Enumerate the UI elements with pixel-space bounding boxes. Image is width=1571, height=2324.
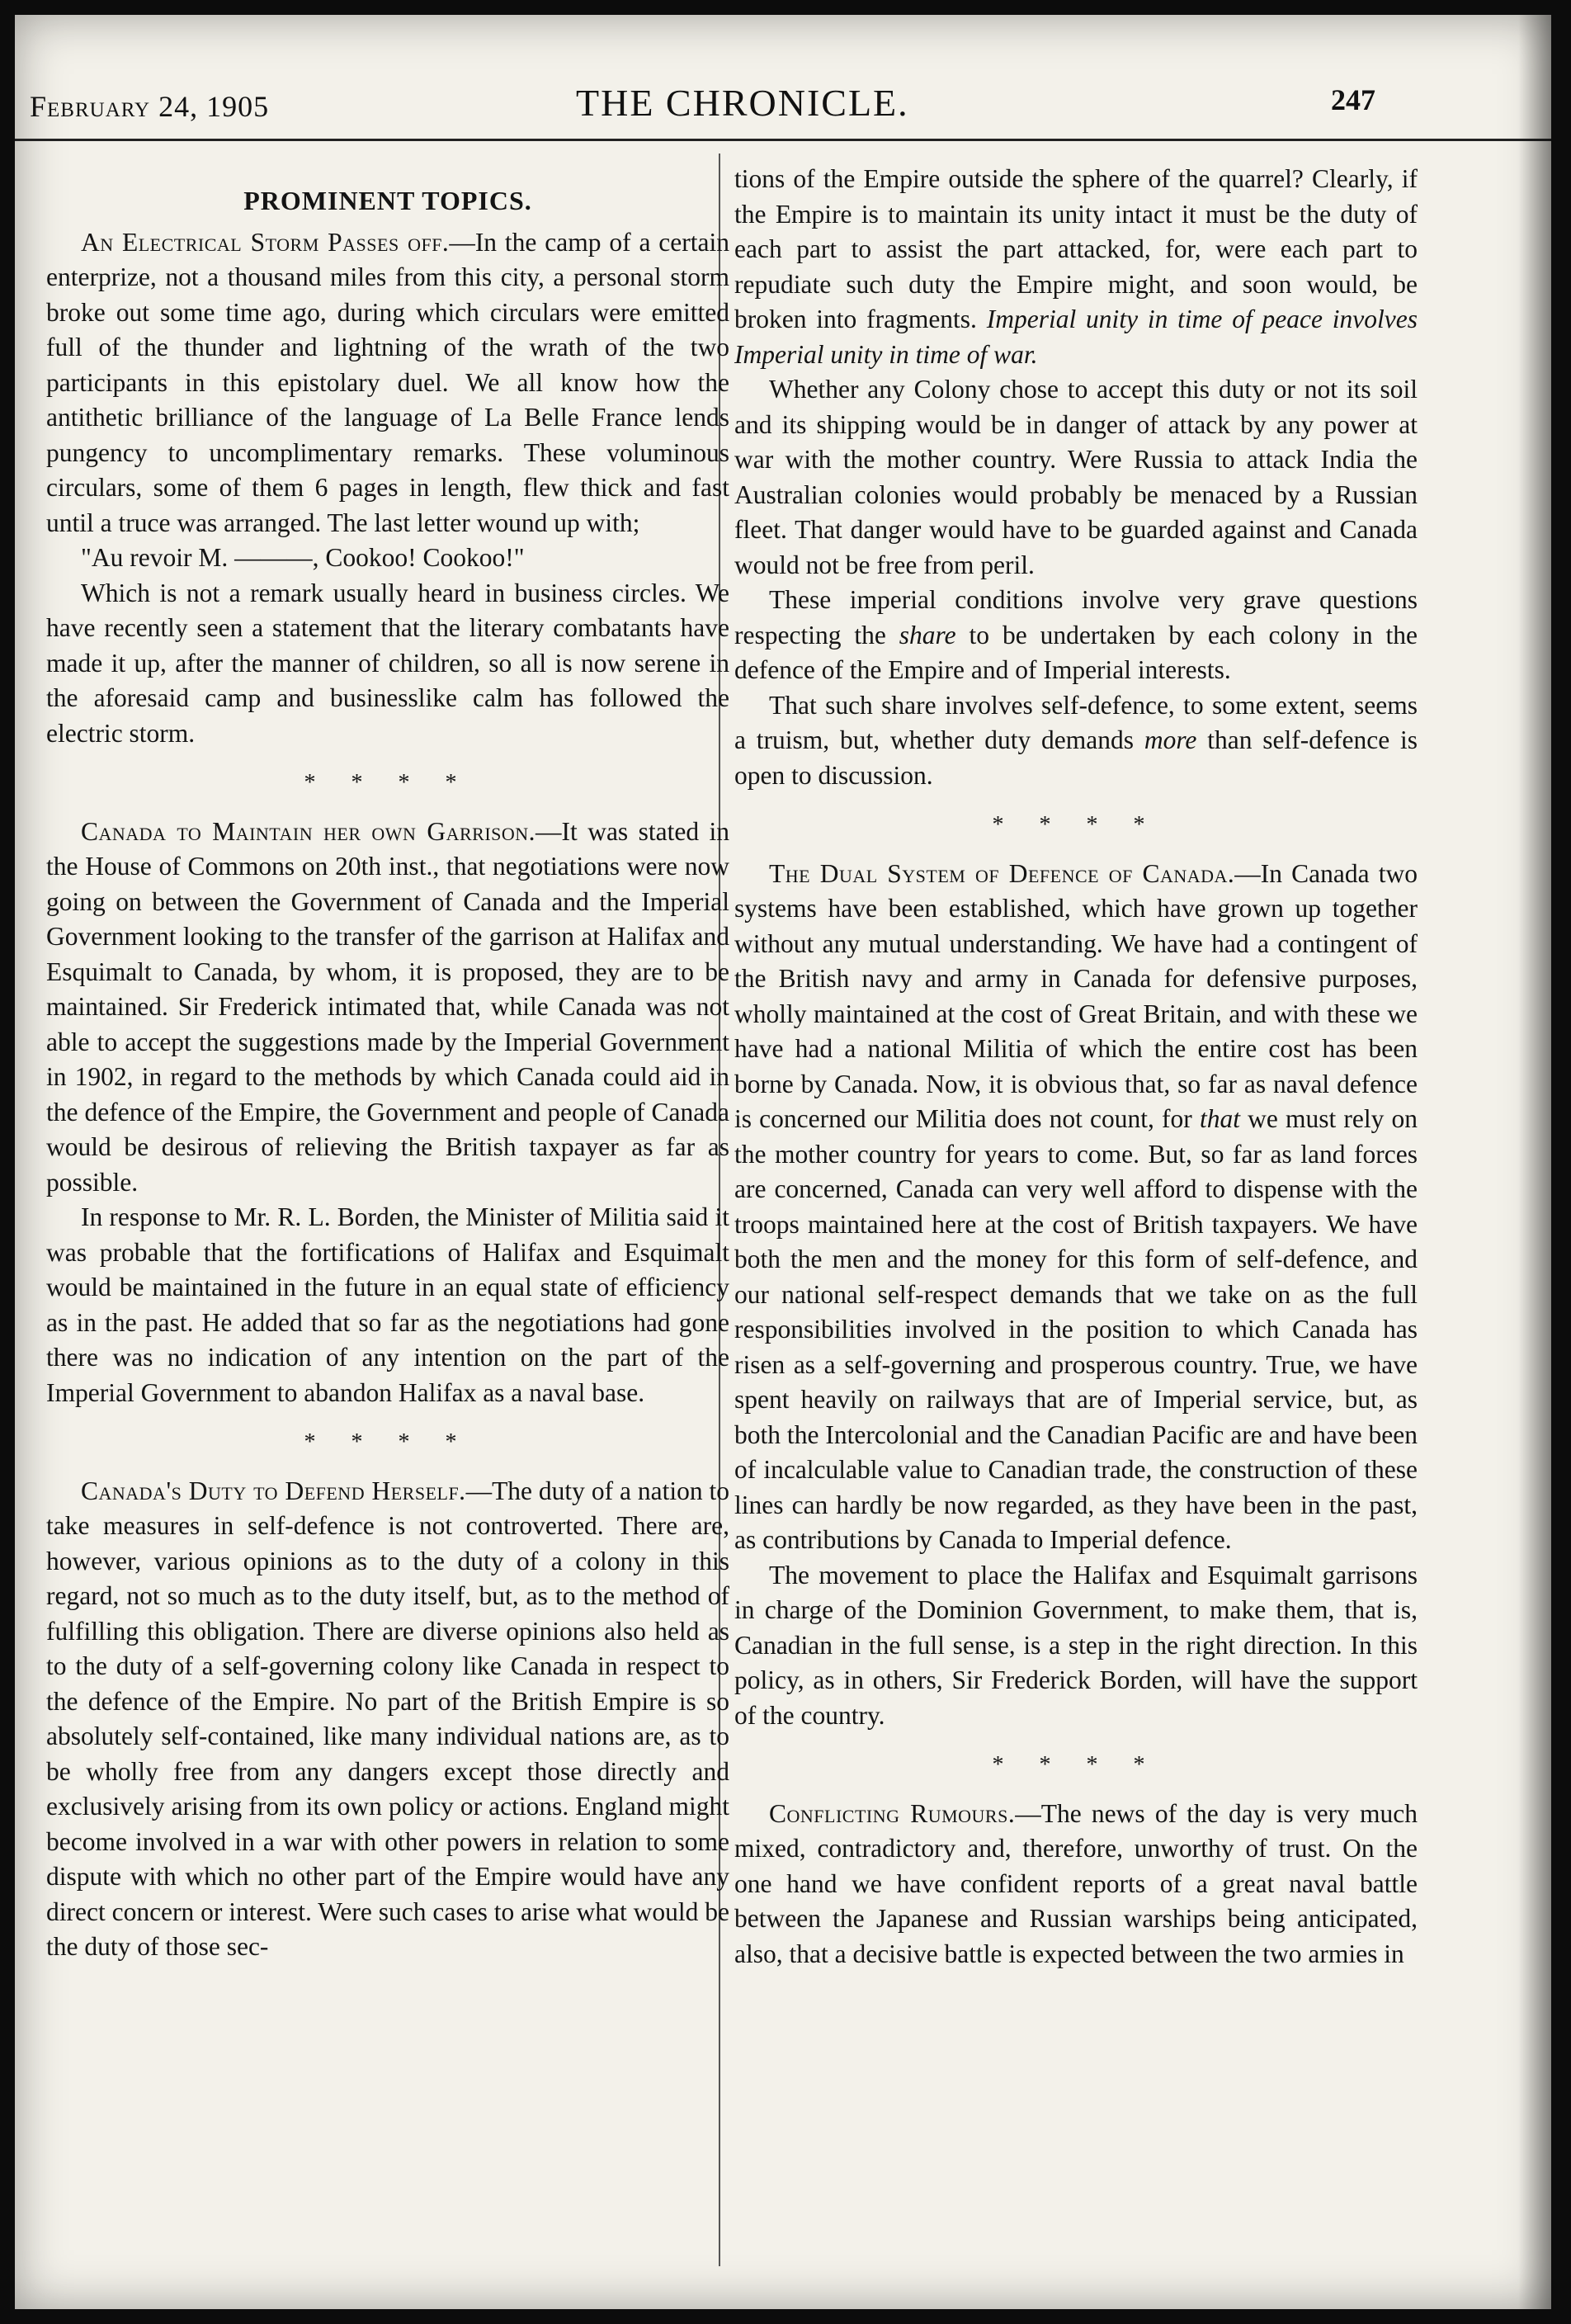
section-separator: * * * * [992,1752,1160,1778]
section-separator: * * * * [304,1429,472,1455]
article-text: —The duty of a nation to take measures in self-defence is not controverted. There are, however, various opinions as to the duty of a colony in this regard, not so much as to the duty itself, but, as to the method of fulfilling this obligation. There are diverse opinions also held as to the duty of a self-governing colony like Canada in respect to the defence of the Empire. No part of the British Empire is so absolutely self-contained, like many individual nations are, as to be wholly free from any dangers except those directly and exclusively arising from its own policy or actions. England might become involved in a war with other powers in relation to some dispute with which no other part of the Empire would have any direct concern or interest. Were such cases to arise what would be the duty of those sec- [46,1476,729,1961]
article-text: —In the camp of a certain enterprize, not a thousand miles from this city, a personal storm broke out some time ago, during which circulars were emitted full of the thunder and lightning of the wrath of the two participants in this epistolary duel. We all know how the antithetic brilliance of the language of La Belle France lends pungency to uncomplimentary remarks. These voluminous circulars, some of them 6 pages in length, flew thick and fast until a truce was arranged. The last letter wound up with; [46,227,729,537]
article-text: tions of the Empire outside the sphere of the quarrel? Clearly, if the Empire is to maintain its unity intact it must be the duty of each part to assist the part attacked, for, were each part to repudiate such duty the Empire might, and soon would, be broken into fragments. [734,164,1418,333]
article-dual-system [734,857,1418,1558]
right-column [734,162,1418,1972]
article-paragraph [734,688,1418,794]
article-garrison [46,815,729,1201]
article-paragraph: Which is not a remark usually heard in business circles. We have recently seen a statement that the literary combatants have made it up, after the manner of children, so all is now serene in the aforesaid camp and businesslike calm has followed the electric storm. [46,578,729,748]
article-electrical-storm [46,225,729,541]
article-text: —The news of the day is very much mixed, contradictory and, therefore, unworthy of trust. On the one hand we have confident reports of a great naval battle between the Japanese and Russian warships being anticipated, also, that a decisive battle is expected between the two armies in [734,1798,1418,1968]
article-text: we must rely on the mother country for years to come. But, so far as land forces are concerned, Canada can very well afford to dispense with the troops maintained here at the cost of British taxpayers. We have both the men and the money for this form of self-defence, and our national self-respect demands that we take on as the full responsibilities involved in the position to which Canada has risen as a self-governing and prosperous country. True, we have spent heavily on railways that are of Imperial service, but, as both the Intercolonial and the Canadian Pacific are and have been of incalculable value to Canadian trade, the construction of these lines can hardly be now regarded, as they have been in the past, as contributions by Canada to Imperial defence. [734,1104,1418,1554]
section-separator: * * * * [992,812,1160,838]
article-duty-continued [734,162,1418,372]
article-paragraph [734,583,1418,688]
italic-word: that [1199,1104,1240,1133]
header-rule [15,139,1551,141]
article-title: Conflicting Rumours. [769,1798,1016,1828]
article-title: Canada's Duty to Defend Herself. [81,1476,466,1505]
italic-word: more [1144,725,1197,754]
article-text: —In Canada two systems have been established, which have grown up together without any mutual understanding. We have had a contingent of the British navy and army in Canada for defensive purposes, wholly maintained at the cost of Great Britain, and with these we have had a national Militia of which the entire cost has been borne by Canada. Now, it is obvious that, so far as naval defence is concerned our Militia does not count, for [734,858,1418,1133]
article-paragraph: The movement to place the Halifax and Esquimalt garrisons in charge of the Dominion Government, to make them, that is, Canadian in the full sense, is a step in the right direction. In this policy, as in others, Sir Frederick Borden, will have the support of the country. [734,1560,1418,1730]
article-paragraph: In response to Mr. R. L. Borden, the Minister of Militia said it was probable that the fortifications of Halifax and Esquimalt would be maintained in the future in an equal state of efficiency as in the past. He added that so far as the negotiations had gone there was no indication of any intention on the part of the Imperial Government to abandon Halifax as a naval base. [46,1202,729,1407]
newspaper-page [15,15,1551,2309]
article-text: to be undertaken by each colony in the defence of the Empire and of Imperial interests. [734,620,1418,684]
italic-phrase: Imperial unity in time of peace involves Imperial unity in time of war. [734,305,1418,369]
page-number: 247 [1331,83,1375,116]
quote-line: "Au revoir M. ———, Cookoo! Cookoo!" [81,543,525,572]
article-title: The Dual System of Defence of Canada. [769,858,1235,888]
article-text: That such share involves self-defence, to some extent, seems a truism, but, whether duty demands [734,690,1418,754]
article-title: An Electrical Storm Passes off. [81,227,450,257]
running-head [15,81,1551,130]
issue-date: February 24, 1905 [30,90,270,123]
publication-title: THE CHRONICLE. [576,82,909,124]
left-column [46,162,729,1965]
article-title: Canada to Maintain her own Garrison. [81,816,536,846]
article-paragraph: Whether any Colony chose to accept this duty or not its soil and its shipping would be in danger of attack by any power at war with the mother country. Were Russia to attack India the Australian colonies would probably be menaced by a Russian fleet. That danger would have to be guarded against and Canada would not be free from peril. [734,375,1418,579]
article-text: than self-defence is open to discussion. [734,725,1418,790]
article-duty [46,1474,729,1965]
article-text: These imperial conditions involve very grave questions respecting the [734,585,1418,649]
section-heading: PROMINENT TOPICS. [243,186,532,215]
article-text: —It was stated in the House of Commons on 20th inst., that negotiations were now going on between the Government of Canada and the Imperial Government looking to the transfer of the garrison at Halifax and Esquimalt to Canada, by whom, it is proposed, they are to be maintained. Sir Frederick intimated that, while Canada was not able to accept the suggestions made by the Imperial Government in 1902, in regard to the methods by which Canada could aid in the defence of the Empire, the Government and people of Canada would be desirous of relieving the British taxpayer as far as possible. [46,816,729,1197]
italic-word: share [899,620,956,649]
section-separator: * * * * [304,770,472,796]
article-rumours [734,1797,1418,1972]
